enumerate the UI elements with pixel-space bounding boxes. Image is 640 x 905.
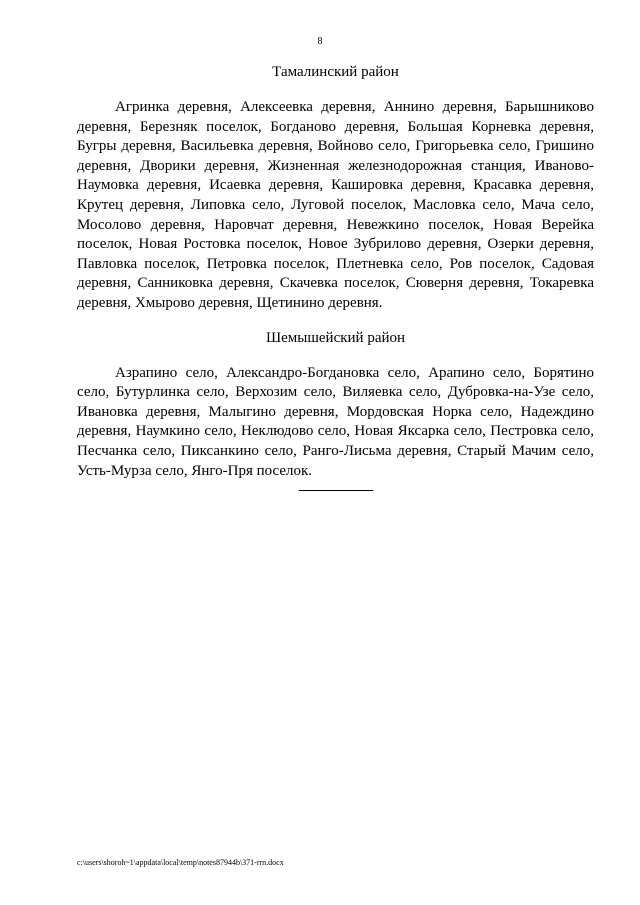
section-body: Агринка деревня, Алексеевка деревня, Аннино деревня, Барышниково деревня, Березняк поселок, Богданово деревня, Большая Корневка деревня, Бугры деревня, Васильевка деревня, Войново село, Григорьевка село, Гришино деревня, Дворики деревня, Жизненная железнодорожная станция, Иваново-Наумовка деревня, Исаевка деревня, Кашировка деревня, Красавка деревня, Крутец деревня, Липовка село, Луговой поселок, Масловка село, Мача село, Мосолово деревня, Наровчат деревня, Невежкино поселок, Новая Верейка поселок, Новая Ростовка поселок, Новое Зубрилово деревня, Озерки деревня, Павловка поселок, Петровка поселок, Плетневка село, Ров поселок, Садовая деревня, Санниковка деревня, Скачевка поселок, Сюверня деревня, Токаревка деревня, Хмырово деревня, Щетинино деревня. bbox=[77, 99, 594, 311]
page-number: 8 bbox=[317, 36, 323, 47]
section-shemysheysky bbox=[77, 328, 594, 482]
document-content bbox=[77, 62, 594, 481]
section-body: Азрапино село, Александро-Богдановка село, Арапино село, Борятино село, Бутурлинка село, Верхозим село, Виляевка село, Дубровка-на-Узе село, Ивановка деревня, Малыгино деревня, Мордовская Норка село, Надеждино деревня, Наумкино село, Неклюдово село, Новая Яксарка село, Пестровка село, Песчанка село, Пиксанкино село, Ранго-Лисьма деревня, Старый Мачим село, Усть-Мурза село, Янго-Пря поселок. bbox=[77, 364, 594, 479]
end-divider-line bbox=[299, 490, 373, 491]
section-tamalinsky bbox=[77, 62, 594, 314]
section-heading: Тамалинский район bbox=[272, 64, 399, 80]
footer-file-path: c:\users\shoroh~1\appdata\local\temp\notes87944b\371-rrn.docx bbox=[77, 858, 284, 867]
section-heading: Шемышейский район bbox=[265, 329, 406, 346]
